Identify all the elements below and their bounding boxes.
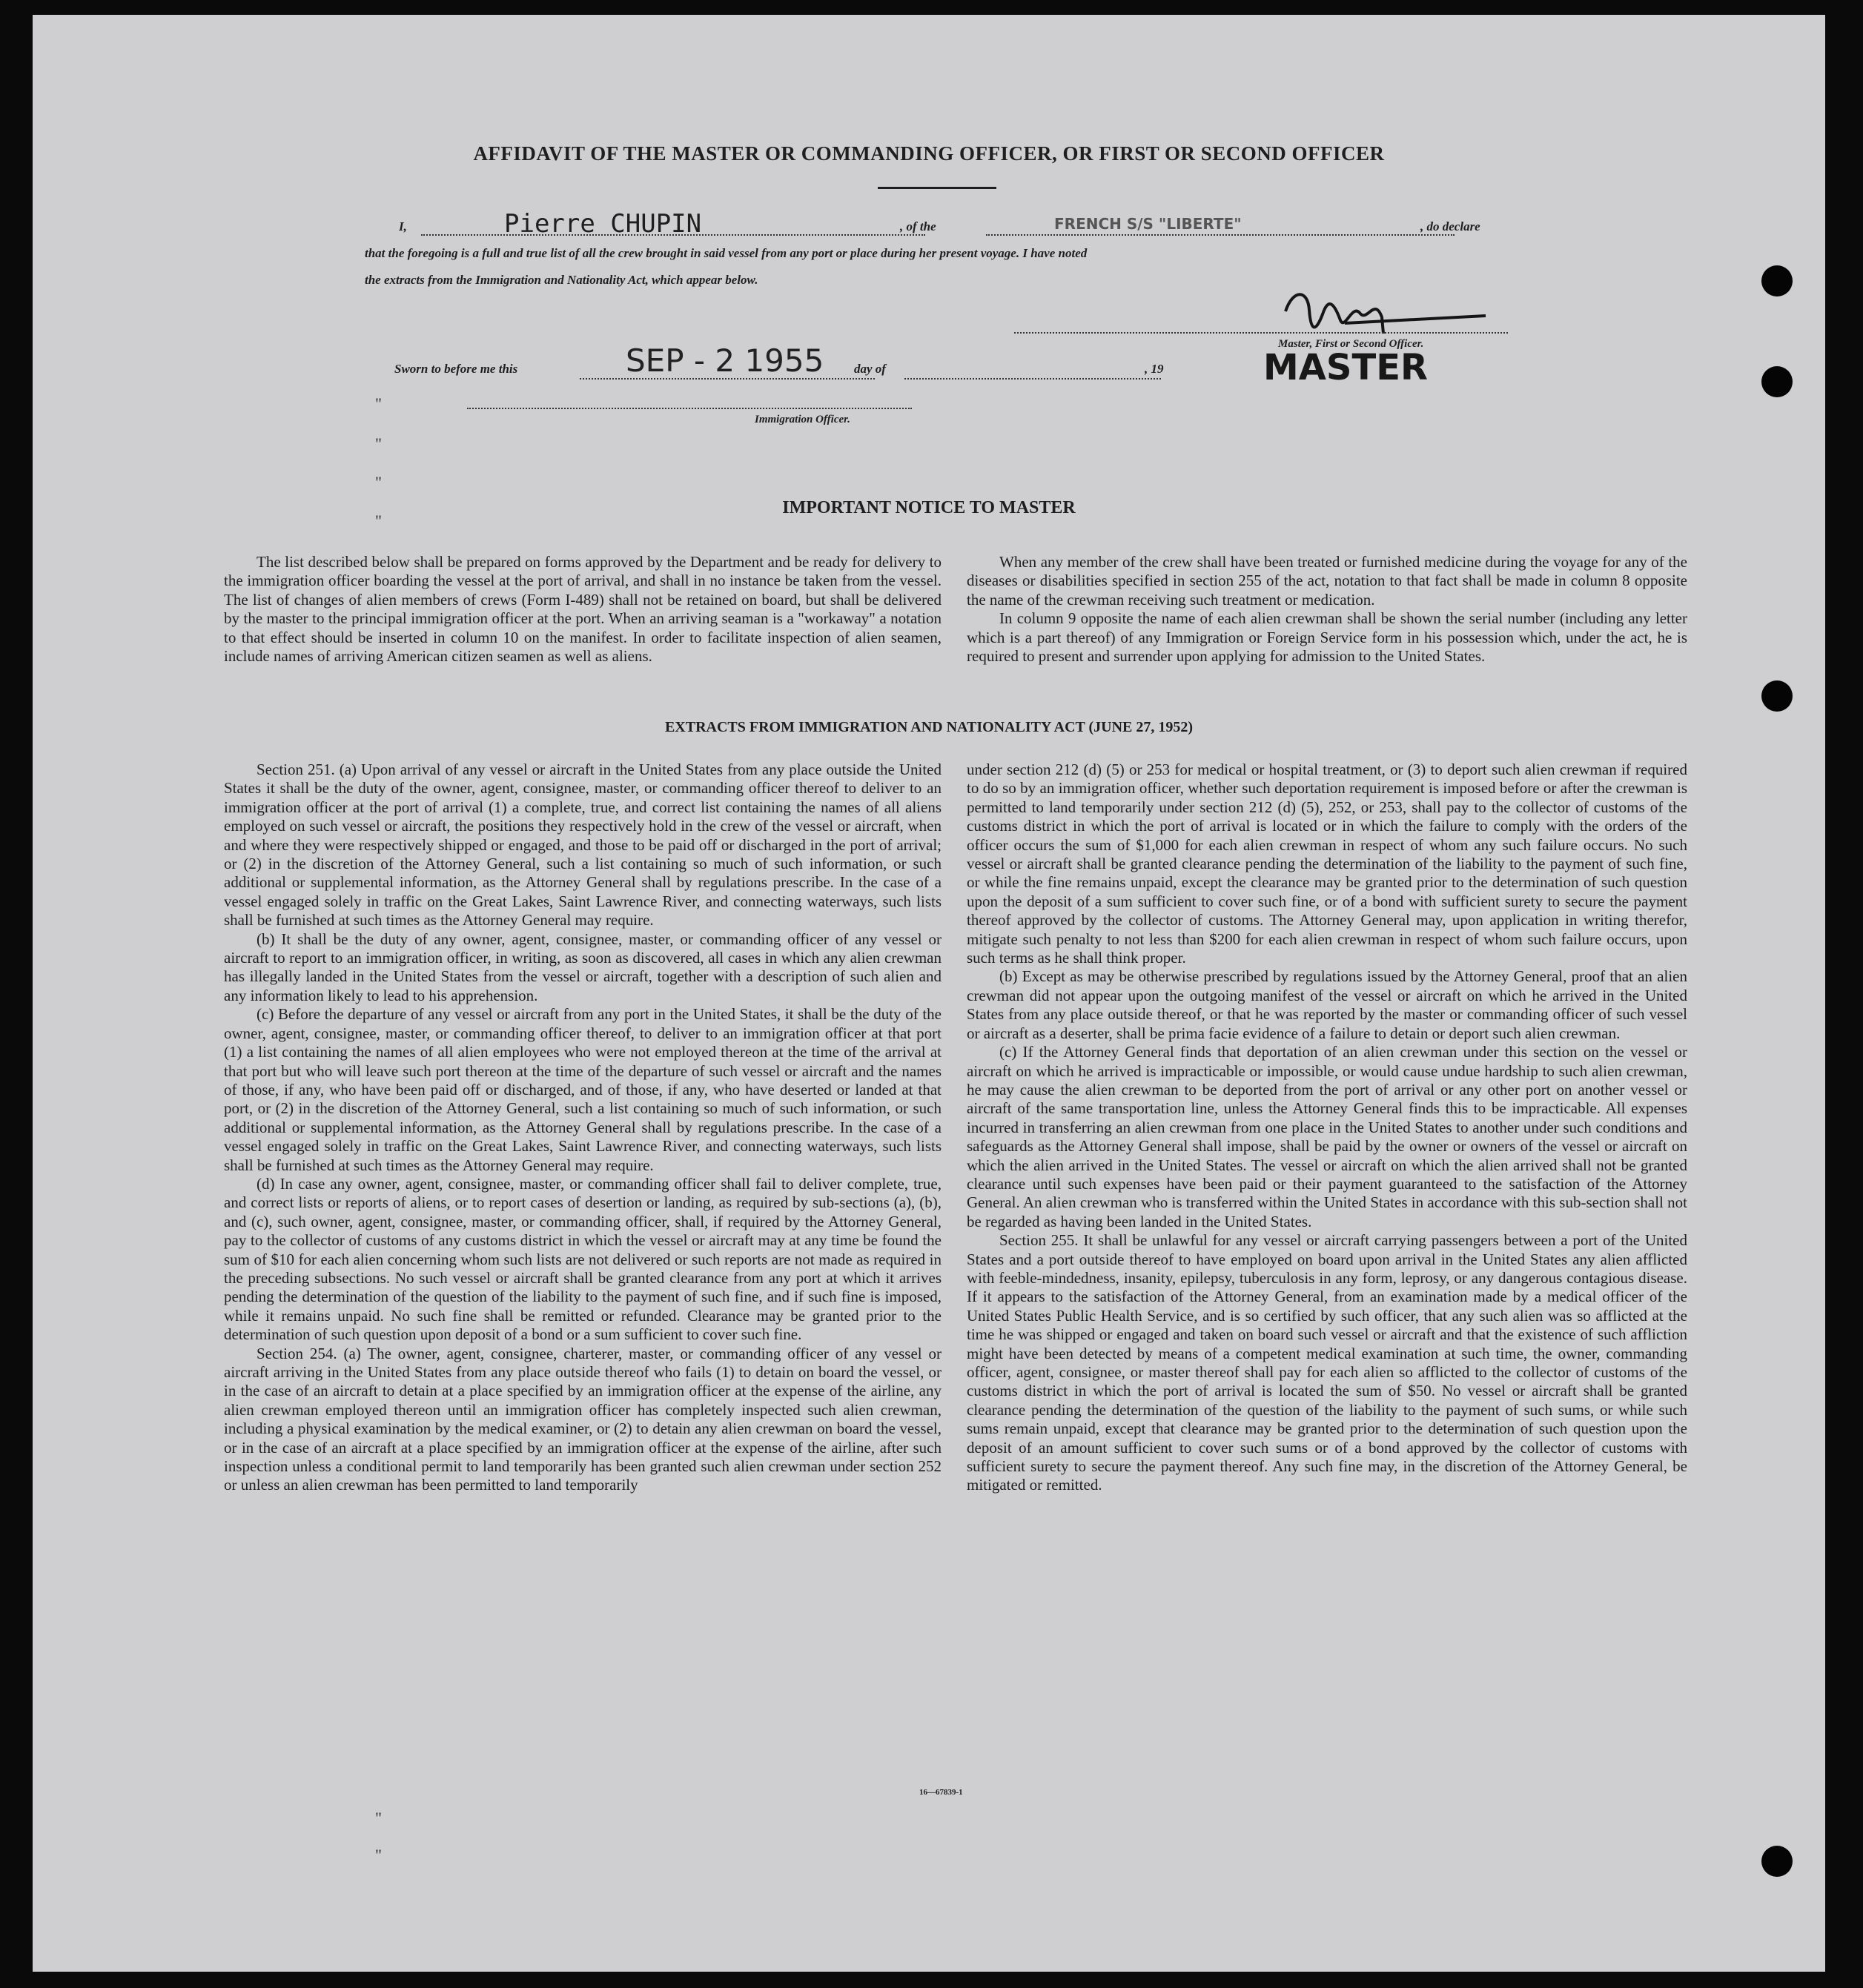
act-section: Section 251. (a) Upon arrival of any vessel or aircraft in the United States from any place outside the United States it shall be the duty of the owner, agent, consignee, master, or commanding officer thereof to deliver to an immigration officer at the port of arrival (1) a complete, true, and correct list containing the names of all aliens employed on such vessel or aircraft, the positions they respectively hold in the crew of the vessel or aircraft, when and where they were respectively shipped or engaged, and those to be paid off or discharged in the port of arrival; or (2) in the discretion of the Attorney General, such a list containing so much of such information, or such additional or supplemental information, as the Attorney General shall by regulations prescribe. In the case of a vessel engaged solely in traffic on the Great Lakes, Saint Lawrence River, and connecting waterways, such lists shall be furnished at such times as the Attorney General may require.	[224, 761, 942, 930]
notice-left-column	[224, 553, 942, 666]
act-section: Section 255. It shall be unlawful for any vessel or aircraft carrying passengers between a port of the United States and a port outside thereof to have employed on board upon arrival in the United States any alien afflicted with feeble-mindedness, insanity, epilepsy, tuberculosis in any form, leprosy, or any dangerous contagious disease. If it appears to the satisfaction of the Attorney General, from an examination made by a medical officer of the United States Public Health Service, and is so certified by such officer, that any such alien was so afflicted at the time he was shipped or engaged and taken on board such vessel or aircraft and that the existence of such affliction might have been detected by means of a competent medical examination at such time, the owner, commanding officer, agent, consignee, or master thereof shall pay for each alien so afflicted to the collector of customs of the customs district in which the port of arrival is located the sum of $50. No vessel or aircraft shall be granted clearance pending the determination of the question of the liability to the payment of such sums, or while such sums remain unpaid, except that clearance may be granted prior to the determination of such question upon the deposit of an amount sufficient to cover such sums or of a bond approved by the collector of customs with sufficient surety to secure the payment thereof. Any such fine may, in the discretion of the Attorney General, be mitigated or remitted.	[967, 1231, 1687, 1494]
month-line	[904, 378, 1161, 380]
master-stamp: MASTER	[1263, 347, 1428, 388]
binder-hole	[1761, 680, 1793, 712]
of-the-label: , of the	[900, 219, 936, 233]
act-section: Section 254. (a) The owner, agent, consignee, charterer, master, or commanding officer of any vessel or aircraft arriving in the United States from any place outside thereof who fails (1) to detain on board the vessel, or in the case of an aircraft to detain at a place specified by an immigration officer at the expense of the airline, any alien crewman employed thereon until an immigration officer has completely inspected such alien crewman, including a physical examination by the medical examiner, or (2) to detain any alien crewman on board the vessel, or in the case of an aircraft at a place specified by an immigration officer at the expense of the airline, after such inspection unless a conditional permit to land temporarily has been granted such alien crewman under section 252 or unless an alien crewman has been permitted to land temporarily	[224, 1344, 942, 1494]
signature-line	[1014, 332, 1508, 334]
form-page	[33, 15, 1825, 1972]
sworn-date-stamp: SEP - 2 1955	[626, 342, 824, 379]
year-label: , 19	[1145, 362, 1164, 376]
notice-paragraph: In column 9 opposite the name of each alien crewman shall be shown the serial number (including any letter which is a part thereof) of any Immigration or Foreign Service form in his possession which, under the act, he is required to present and surrender upon applying for admission to the United States.	[967, 609, 1687, 666]
extracts-left-column	[224, 761, 942, 1495]
master-name: Pierre CHUPIN	[504, 209, 702, 239]
officer-line	[467, 408, 912, 409]
declaration-line-3: the extracts from the Immigration and Nationality Act, which appear below.	[365, 273, 758, 287]
ditto-mark: "	[375, 394, 382, 413]
ditto-mark: "	[375, 434, 382, 453]
declaration-line-2: that the foregoing is a full and true list of all the crew brought in said vessel from any port or place during her present voyage. I have noted	[365, 246, 1088, 260]
title-rule	[878, 187, 996, 189]
act-section: (c) If the Attorney General finds that deportation of an alien crewman under this section on the vessel or aircraft on which he arrived is impracticable or impossible, or would cause undue hardship to such alien crewman, he may cause the alien crewman to be deported from the port of arrival or any other port on another vessel or aircraft of the same transportation line, unless the Attorney General finds this to be impracticable. All expenses incurred in transferring an alien crewman from one place in the United States to another under such conditions and safeguards as the Attorney General shall impose, shall be paid by the owner or owners of the vessel or aircraft on which the alien arrived in the United States. The vessel or aircraft on which the alien arrived shall not be granted clearance until such expenses have been paid or their payment guaranteed to the satisfaction of the Attorney General. An alien crewman who is transferred within the United States in accordance with this sub-section shall not be regarded as having been landed in the United States.	[967, 1043, 1687, 1230]
ditto-mark: "	[375, 511, 382, 530]
officer-caption: Immigration Officer.	[755, 414, 850, 425]
vessel-name: FRENCH S/S "LIBERTE"	[1054, 215, 1242, 233]
extracts-title: EXTRACTS FROM IMMIGRATION AND NATIONALITY ACT (JUNE 27, 1952)	[664, 719, 1194, 735]
signature-caption: Master, First or Second Officer.	[1278, 338, 1424, 350]
extracts-right-column	[967, 761, 1687, 1495]
notice-right-column	[967, 553, 1687, 666]
act-section: (b) It shall be the duty of any owner, agent, consignee, master, or commanding officer of any vessel or aircraft to report to an immigration officer, in writing, as soon as discovered, all cases in which any alien crewman has illegally landed in the United States from the vessel or aircraft, together with a description of such alien and any information likely to lead to his apprehension.	[224, 930, 942, 1004]
i-label: I,	[399, 219, 407, 233]
form-code: 16—67839-1	[919, 1788, 963, 1797]
act-section: (b) Except as may be otherwise prescribed by regulations issued by the Attorney General, proof that an alien crewman did not appear upon the outgoing manifest of the vessel or aircraft on which he arrived in the United States from any place outside thereof, or that he was reported by the master or commanding officer of such vessel or aircraft as a deserter, shall be prima facie evidence of a failure to detain or deport such alien crewman.	[967, 967, 1687, 1042]
affidavit-title: AFFIDAVIT OF THE MASTER OR COMMANDING OFFICER, OR FIRST OR SECOND OFFICER	[473, 142, 1385, 165]
binder-hole	[1761, 366, 1793, 397]
ditto-mark: "	[375, 473, 382, 491]
notice-paragraph: When any member of the crew shall have been treated or furnished medicine during the voyage for any of the diseases or disabilities specified in section 255 of the act, notation to that fact shall be made in column 8 opposite the name of the crewman receiving such treatment or medication.	[967, 553, 1687, 609]
notice-title: IMPORTANT NOTICE TO MASTER	[782, 498, 1076, 517]
act-section: (c) Before the departure of any vessel or aircraft from any port in the United States, it shall be the duty of the owner, agent, consignee, master, or commanding officer thereof, to deliver to an immigration officer at that port (1) a list containing the names of all alien employees who were not employed thereon at the time of the arrival at that port but who will leave such port thereon at the time of the departure of such vessel or aircraft and the names of those, if any, who have been paid off or discharged, and of those, if any, who have deserted or landed at that port, or (2) in the discretion of the Attorney General, such a list containing so much of such information, or such additional or supplemental information, as the Attorney General shall by regulations prescribe. In the case of a vessel engaged solely in traffic on the Great Lakes, Saint Lawrence River, and connecting waterways, such lists shall be furnished at such times as the Attorney General may require.	[224, 1005, 942, 1174]
binder-hole	[1761, 1846, 1793, 1877]
act-section: (d) In case any owner, agent, consignee, master, or commanding officer shall fail to deliver complete, true, and correct lists or reports of aliens, or to report cases of desertion or landing, as required by sub-sections (a), (b), and (c), such owner, agent, consignee, master, or commanding officer, shall, if required by the Attorney General, pay to the collector of customs of any customs district in which the vessel or aircraft may at any time be found the sum of $10 for each alien concerning whom such lists are not delivered or such reports are not made as required in the preceding subsections. No such vessel or aircraft shall be granted clearance from any port at which it arrives pending the determination of the question of the liability to the payment of such fine, and if such fine is imposed, while it remains unpaid. No such fine shall be remitted or refunded. Clearance may be granted prior to the determination of such question upon deposit of a bond or a sum sufficient to cover such fine.	[224, 1174, 942, 1344]
do-declare-label: , do declare	[1420, 219, 1480, 233]
vessel-line	[986, 234, 1455, 236]
binder-hole	[1761, 265, 1793, 296]
ditto-mark: "	[375, 1809, 382, 1827]
day-of-label: day of	[854, 362, 886, 376]
ditto-mark: "	[375, 1846, 382, 1864]
sworn-label: Sworn to before me this	[394, 362, 518, 376]
act-section: under section 212 (d) (5) or 253 for medical or hospital treatment, or (3) to deport such alien crewman if required to do so by an immigration officer, whether such deportation requirement is imposed before or after the crewman is permitted to land temporarily under section 212 (d) (5), 252, or 253, shall pay to the collector of customs of the customs district in which the port of arrival is located or in which the failure to comply with the orders of the officer occurs the sum of $1,000 for each alien crewman in respect of whom any such failure occurs. No such vessel or aircraft shall be granted clearance pending the determination of the liability to the payment of such fine, or while the fine remains unpaid, except the clearance may be granted prior to the determination of such question upon the deposit of a sum sufficient to cover such fine, or of a bond with sufficient surety to secure the payment thereof approved by the collector of customs. The Attorney General may, upon application in writing therefor, mitigate such penalty to not less than $200 for each alien crewman in respect of whom such failure occurs, upon such terms as he shall think proper.	[967, 761, 1687, 967]
notice-paragraph: The list described below shall be prepared on forms approved by the Department and be ready for delivery to the immigration officer boarding the vessel at the port of arrival, and shall in no instance be taken from the vessel. The list of changes of alien members of crews (Form I-489) shall not be retained on board, but shall be delivered by the master to the principal immigration officer at the port. When an arriving seaman is a "workaway" a notation to that effect should be inserted in column 10 on the manifest. In order to facilitate inspection of alien seamen, include names of arriving American citizen seamen as well as aliens.	[224, 553, 942, 666]
